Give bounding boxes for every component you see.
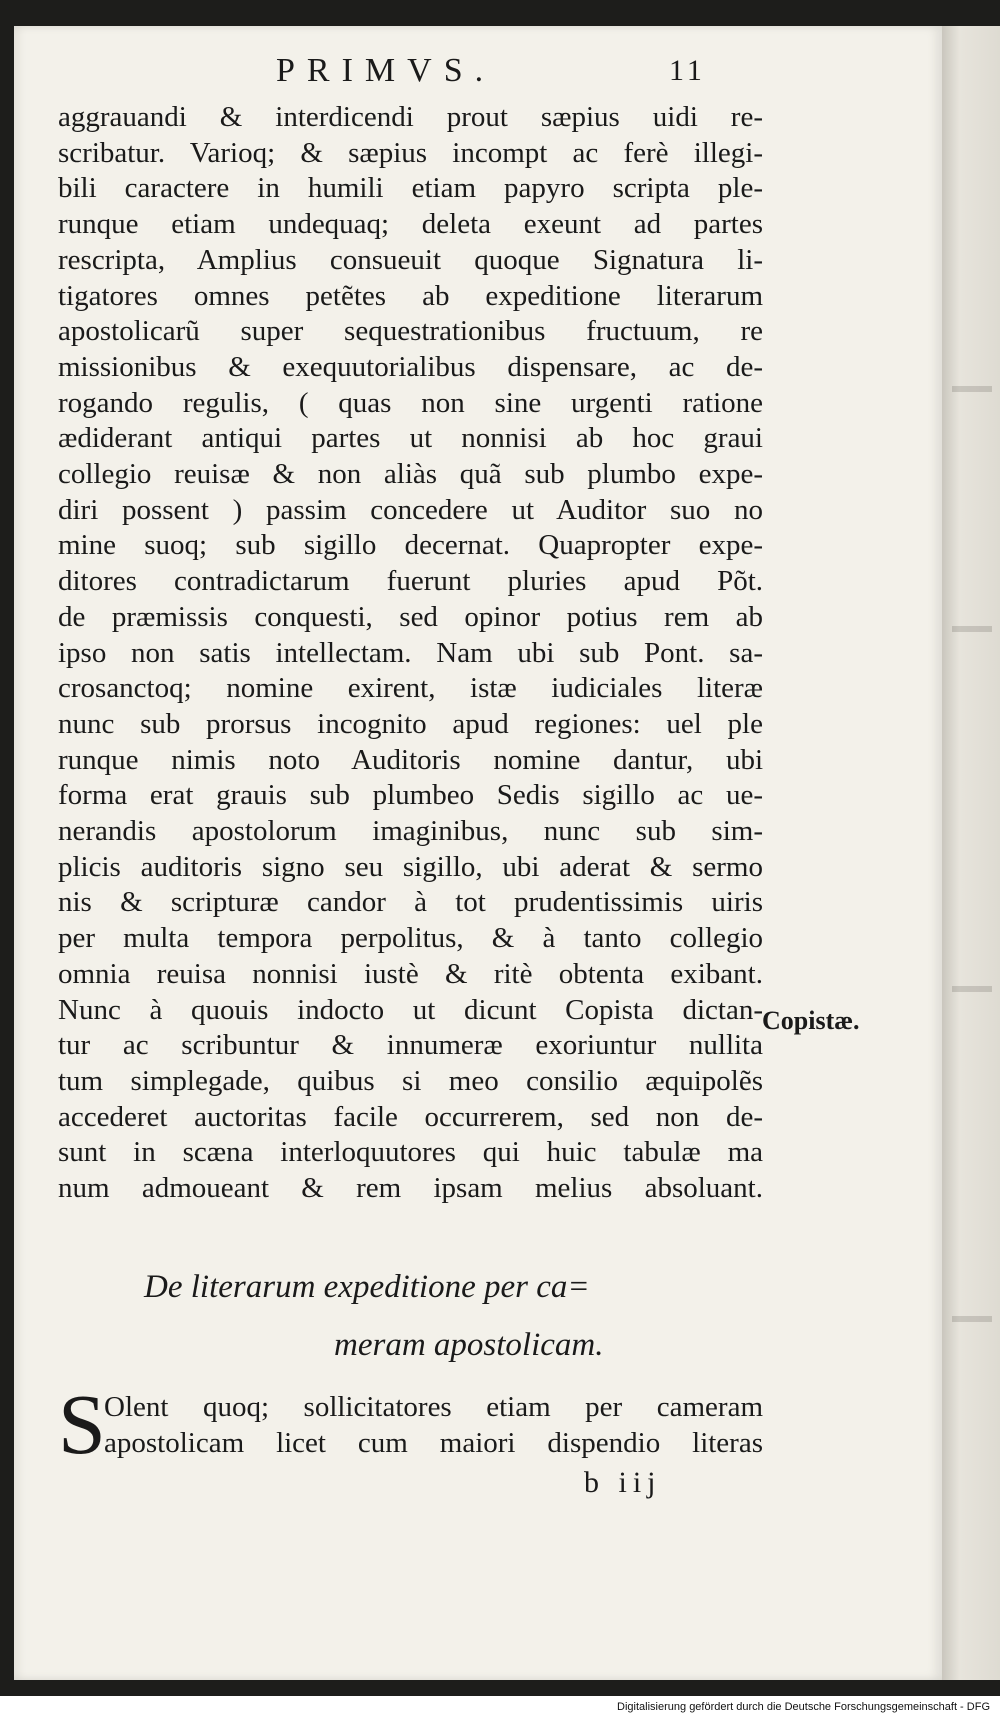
text-line: omnia reuisa nonnisi iustè & ritè obtenta exibant.: [58, 957, 763, 990]
text-line: tum simplegade, quibus si meo consilio æquipolẽs: [58, 1064, 763, 1097]
text-line: sunt in scæna interloquutores qui huic tabulæ ma: [58, 1136, 763, 1169]
main-text-block: [58, 100, 763, 1207]
text-line: missionibus & exequutorialibus dispensare, ac de-: [58, 350, 763, 383]
text-line: apostolicam licet cum maiori dispendio literas: [104, 1426, 763, 1459]
running-head: PRIMVS.: [276, 52, 496, 89]
show-through-mark: [952, 386, 992, 392]
page-header: [14, 52, 942, 96]
text-line: ædiderant antiqui partes ut nonnisi ab hoc graui: [58, 422, 763, 455]
text-line: nis & scripturæ candor à tot prudentissimis uiris: [58, 886, 763, 919]
text-line: runque nimis noto Auditoris nomine dantur, ubi: [58, 743, 763, 776]
drop-cap: S: [58, 1376, 106, 1472]
text-line: de præmissis conquesti, sed opinor potius rem ab: [58, 600, 763, 633]
text-line: Nunc à quouis indocto ut dicunt Copista dictan-: [58, 993, 763, 1026]
signature-mark: b iij: [584, 1466, 662, 1499]
text-line: ipso non satis intellectam. Nam ubi sub Pont. sa-: [58, 636, 763, 669]
text-line: nerandis apostolorum imaginibus, nunc sub sim-: [58, 815, 763, 848]
book-page: [14, 26, 942, 1680]
section-heading-line-2: meram apostolicam.: [334, 1327, 604, 1363]
text-line: nunc sub prorsus incognito apud regiones: uel ple: [58, 707, 763, 740]
section-heading-line-1: De literarum expeditione per ca=: [144, 1269, 590, 1305]
text-line: aggrauandi & interdicendi prout sæpius uidi re-: [58, 101, 763, 133]
text-line: mine suoq; sub sigillo decernat. Quapropter expe-: [58, 529, 763, 562]
text-line: apostolicarũ super sequestrationibus fructuum, re: [58, 315, 763, 348]
text-line: tur ac scribuntur & innumeræ exoriuntur nullita: [58, 1029, 763, 1062]
text-line: tigatores omnes petẽtes ab expeditione literarum: [58, 279, 763, 312]
text-line: crosanctoq; nomine exirent, istæ iudiciales literæ: [58, 672, 763, 705]
margin-note: Copistæ.: [762, 1006, 860, 1035]
folio-number: 11: [669, 54, 706, 87]
text-line: collegio reuisæ & non aliàs quã sub plumbo expe-: [58, 458, 763, 491]
show-through-mark: [952, 1316, 992, 1322]
show-through-mark: [952, 986, 992, 992]
text-line: per multa tempora perpolitus, & à tanto collegio: [58, 922, 763, 955]
text-line: plicis auditoris signo seu sigillo, ubi aderat & sermo: [58, 850, 763, 883]
second-paragraph: [58, 1376, 763, 1472]
text-line: bili caractere in humili etiam papyro scripta ple-: [58, 172, 763, 205]
text-line: runque etiam undequaq; deleta exeunt ad partes: [58, 208, 763, 241]
text-line: num admoueant & rem ipsam melius absoluant.: [58, 1172, 763, 1205]
funding-credit: Digitalisierung gefördert durch die Deutsche Forschungsgemeinschaft - DFG: [617, 1701, 990, 1713]
facing-page-edge: [942, 26, 1000, 1680]
text-line: Olent quoq; sollicitatores etiam per cameram: [104, 1391, 763, 1423]
section-heading: [144, 1258, 704, 1374]
text-line: rescripta, Amplius consueuit quoque Signatura li-: [58, 243, 763, 276]
text-line: rogando regulis, ( quas non sine urgenti ratione: [58, 386, 763, 419]
show-through-mark: [952, 626, 992, 632]
text-line: diri possent ) passim concedere ut Auditor suo no: [58, 493, 763, 526]
text-line: forma erat grauis sub plumbeo Sedis sigillo ac ue-: [58, 779, 763, 812]
text-line: scribatur. Varioq; & sæpius incompt ac ferè illegi-: [58, 136, 763, 169]
text-line: accederet auctoritas facile occurrerem, sed non de-: [58, 1100, 763, 1133]
text-line: ditores contradictarum fuerunt pluries apud Põt.: [58, 565, 763, 598]
footer-strip: [0, 1696, 1000, 1718]
